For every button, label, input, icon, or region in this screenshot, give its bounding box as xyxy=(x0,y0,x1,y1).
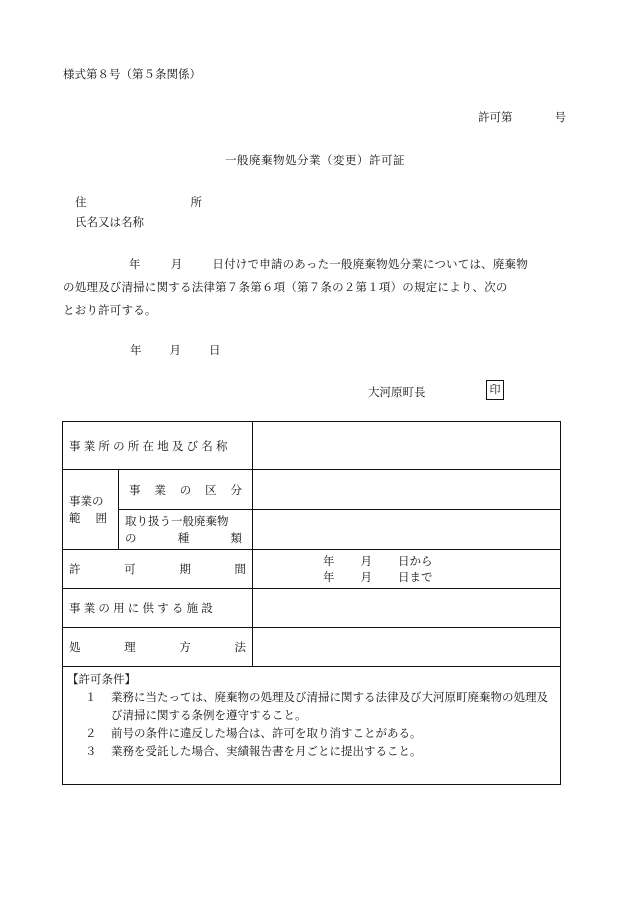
permit-number-suffix: 号 xyxy=(554,110,566,124)
period-to-suffix: 日まで xyxy=(398,570,433,584)
category-label-char: の xyxy=(179,482,192,497)
period-label xyxy=(63,550,253,589)
facility-value xyxy=(253,589,561,628)
permit-statement xyxy=(63,253,569,322)
permit-number xyxy=(478,109,566,125)
office-label: 事業所の所在地及び名称 xyxy=(63,422,253,470)
conditions-row xyxy=(63,667,561,785)
category-value xyxy=(253,470,561,510)
condition-text: 前号の条件に違反した場合は、許可を取り消すことがある。 xyxy=(111,726,422,740)
period-from xyxy=(323,553,554,569)
category-label-char: 区 xyxy=(205,482,217,497)
period-from-month: 月 xyxy=(360,554,373,568)
waste-type-label-line-2 xyxy=(125,530,246,547)
period-to-year: 年 xyxy=(323,570,335,584)
conditions-heading: 【許可条件】 xyxy=(67,672,136,686)
statement-month: 月 xyxy=(170,257,183,271)
waste-type-char: 種 xyxy=(177,530,190,545)
period-label-char: 許 xyxy=(69,562,81,576)
condition-text: 業務を受託した場合、実績報告書を月ごとに提出すること。 xyxy=(111,744,422,758)
waste-type-value xyxy=(253,510,561,550)
condition-text: 業務に当たっては、廃棄物の処理及び清掃に関する法律及び大河原町廃棄物の処理及び清掃に関する条例を遵守すること。 xyxy=(111,690,548,722)
permit-number-prefix: 許可第 xyxy=(478,110,513,124)
facility-label: 事業の用に供する施設 xyxy=(63,589,253,628)
statement-year: 年 xyxy=(129,257,141,271)
period-label-char: 期 xyxy=(179,562,191,576)
period-to-month: 月 xyxy=(360,570,373,584)
period-to xyxy=(323,569,554,585)
condition-item xyxy=(67,742,556,760)
statement-line-1-text: 日付けで申請のあった一般廃棄物処分業については、廃棄物 xyxy=(212,257,528,271)
issuer-name: 大河原町長 xyxy=(368,385,426,399)
scope-label-char-2: 囲 xyxy=(95,510,107,525)
method-label-char: 理 xyxy=(124,640,136,654)
period-label-char: 間 xyxy=(234,562,247,576)
waste-type-label-line-1: 取り扱う一般廃棄物 xyxy=(125,513,229,528)
waste-type-char: 類 xyxy=(230,530,242,545)
name-label: 氏名又は名称 xyxy=(75,215,144,229)
condition-item xyxy=(67,688,556,724)
method-label-char: 方 xyxy=(179,640,191,654)
waste-type-row xyxy=(63,510,561,550)
issue-date-year: 年 xyxy=(130,343,142,357)
scope-label-top: 事業の xyxy=(69,493,104,508)
statement-line-3: とおり許可する。 xyxy=(63,303,157,317)
seal-mark: 印 xyxy=(486,380,504,400)
category-label-char: 事 xyxy=(129,482,141,497)
statement-line-1 xyxy=(63,253,569,276)
method-label-char: 処 xyxy=(69,640,81,654)
office-value xyxy=(253,422,561,470)
scope-label xyxy=(63,470,119,550)
conditions-section xyxy=(63,667,561,785)
scope-label-bottom xyxy=(69,510,107,527)
condition-number: １ xyxy=(85,690,97,704)
method-label-char: 法 xyxy=(234,640,247,654)
condition-number: ２ xyxy=(85,726,97,740)
statement-line-2: の処理及び清掃に関する法律第７条第６項（第７条の２第１項）の規定により、次の xyxy=(63,280,508,294)
period-row xyxy=(63,550,561,589)
condition-item xyxy=(67,724,556,742)
category-row xyxy=(63,470,561,510)
period-from-suffix: 日から xyxy=(398,554,433,568)
issue-date-day: 日 xyxy=(209,343,221,357)
permit-details-table xyxy=(62,421,561,785)
period-value xyxy=(253,550,561,589)
office-row xyxy=(63,422,561,470)
waste-type-label xyxy=(119,510,253,550)
method-label xyxy=(63,628,253,667)
address-label-first: 住 xyxy=(75,195,87,209)
category-label-char: 業 xyxy=(154,482,166,497)
address-label xyxy=(75,194,202,210)
waste-type-char: の xyxy=(125,530,137,545)
period-from-year: 年 xyxy=(323,554,335,568)
form-number: 様式第８号（第５条関係） xyxy=(63,67,201,81)
document-title: 一般廃棄物処分業（変更）許可証 xyxy=(225,153,405,167)
issue-date-month: 月 xyxy=(169,343,181,357)
method-value xyxy=(253,628,561,667)
scope-label-char-1: 範 xyxy=(69,510,81,525)
category-label xyxy=(119,470,253,510)
address-label-second: 所 xyxy=(190,195,202,209)
issue-date xyxy=(130,342,221,358)
facility-row xyxy=(63,589,561,628)
category-label-char: 分 xyxy=(230,482,242,497)
condition-number: ３ xyxy=(85,744,97,758)
period-label-char: 可 xyxy=(124,562,136,576)
method-row xyxy=(63,628,561,667)
